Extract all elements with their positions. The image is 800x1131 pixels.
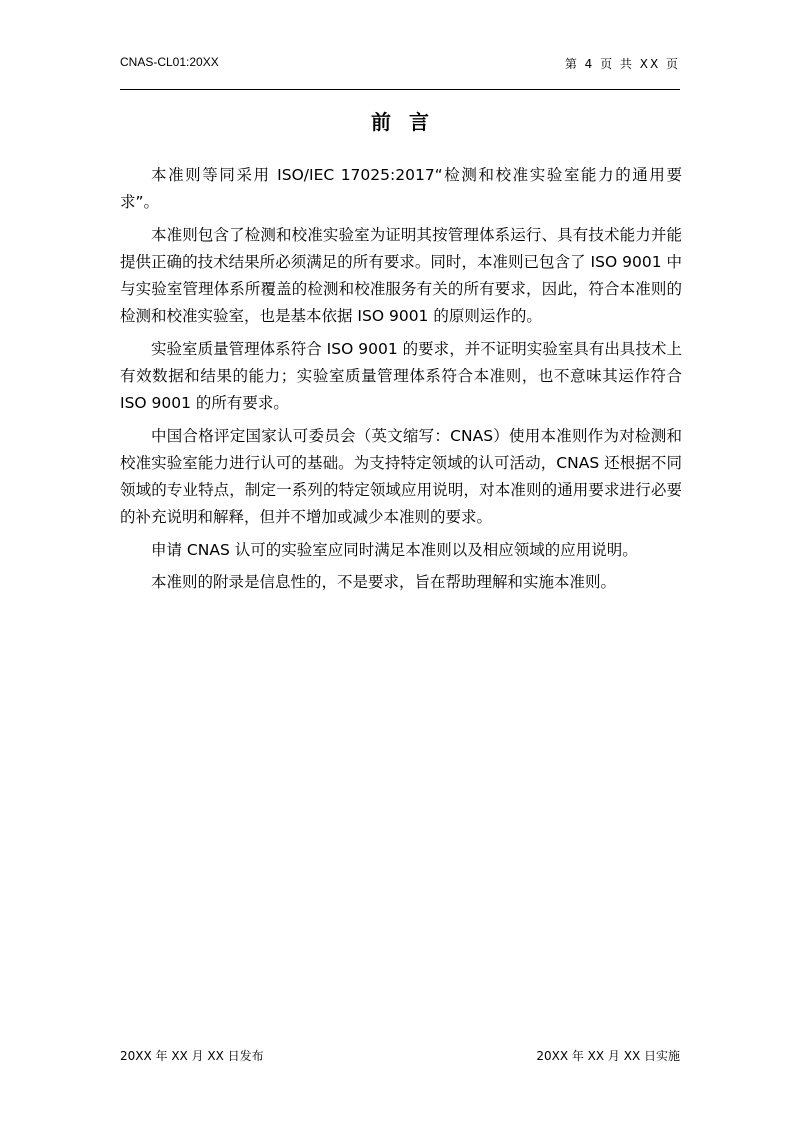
page-title: 前言 [371, 110, 447, 134]
paragraph-1: 本准则等同采用 ISO/IEC 17025:2017“检测和校准实验室能力的通用要求”。 [120, 166, 682, 211]
document-code: CNAS-CL01:20XX [120, 55, 219, 69]
paragraph-6: 本准则的附录是信息性的，不是要求，旨在帮助理解和实施本准则。 [151, 573, 617, 591]
page-header [120, 55, 680, 75]
publish-date: 20XX 年 XX 月 XX 日发布 [120, 1049, 264, 1063]
paragraph-4: 中国合格评定国家认可委员会（英文缩写：CNAS）使用本准则作为对检测和校准实验室能力进行认可的基础。为支持特定领域的认可活动，CNAS 还根据不同领域的专业特点，制定一系列的特定领域应用说明，对本准则的通用要求进行必要的补充说明和解释，但并不增加或减少本准则的要求。 [120, 427, 682, 526]
page-number: 第 4 页 共 XX 页 [564, 57, 680, 71]
paragraph-3: 实验室质量管理体系符合 ISO 9001 的要求，并不证明实验室具有出具技术上有效数据和结果的能力；实验室质量管理体系符合本准则，也不意味其运作符合 ISO 9001 的所有要求。 [120, 340, 682, 412]
paragraph-5: 申请 CNAS 认可的实验室应同时满足本准则以及相应领域的应用说明。 [151, 541, 638, 559]
paragraph-2: 本准则包含了检测和校准实验室为证明其按管理体系运行、具有技术能力并能提供正确的技术结果所必须满足的所有要求。同时，本准则已包含了 ISO 9001 中与实验室管理体系所覆盖的检测和校准服务有关的所有要求，因此，符合本准则的检测和校准实验室，也是基本依据 ISO 9001 的原则运作的。 [120, 226, 682, 325]
header-divider [120, 89, 680, 90]
implementation-date: 20XX 年 XX 月 XX 日实施 [536, 1049, 680, 1063]
document-body [120, 162, 682, 601]
